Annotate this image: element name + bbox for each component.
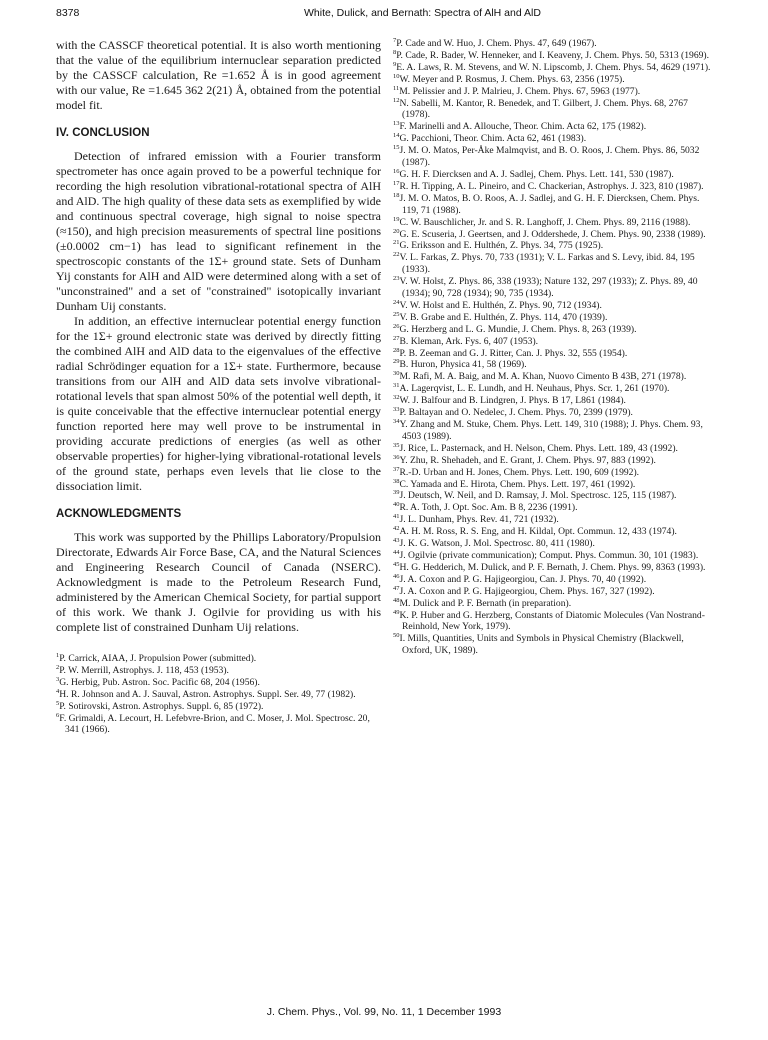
reference-number: 32 xyxy=(393,394,400,401)
reference-number: 26 xyxy=(393,322,400,330)
reference-number: 48 xyxy=(393,596,400,604)
reference-text: J. K. G. Watson, J. Mol. Spectrosc. 80, 411 (1980). xyxy=(399,538,595,550)
reference-text: P. Sotirovski, Astron. Astrophys. Suppl. 6, 85 (1972). xyxy=(59,700,264,712)
reference-text: J. Ogilvie (private communication); Comput. Phys. Commun. 30, 101 (1983). xyxy=(399,549,699,561)
reference-text: J. A. Coxon and P. G. Hajigeorgiou, Can. J. Phys. 70, 40 (1992). xyxy=(399,573,647,585)
reference-number: 43 xyxy=(393,536,400,544)
reference-item xyxy=(393,74,713,86)
reference-text: Y. Zhang and M. Stuke, Chem. Phys. Lett. 149, 310 (1988); J. Phys. Chem. 93, 4503 (1989). xyxy=(399,419,703,442)
reference-item xyxy=(393,598,713,610)
reference-text: V. W. Holst and E. Hulthén, Z. Phys. 90, 712 (1934). xyxy=(399,299,602,311)
reference-text: M. Rafi, M. A. Baig, and M. A. Khan, Nuovo Cimento B 43B, 271 (1978). xyxy=(399,371,687,383)
reference-text: G. Eriksson and E. Hulthén, Z. Phys. 34, 775 (1925). xyxy=(399,240,604,252)
reference-number: 16 xyxy=(393,167,400,175)
reference-item xyxy=(393,229,713,241)
reference-item xyxy=(393,98,713,122)
reference-number: 29 xyxy=(393,358,400,366)
conclusion-paragraph-1: Detection of infrared emission with a Fourier transform spectrometer has once again proved to be a powerful technique for recording the high resolution vibrational-rotational spectra of AlH and AlD. The high quality of these data sets as exemplified by wide and continuous spectral coverage, high signal to noise spectra (≈150), and high precision measurements of spectral line positions (±0.0002 cm−1) has lead to significant refinement in the spectroscopic constants of the 1Σ+ ground state. Sets of Dunham Yij constants for AlH and AlD were determined along with a set of "unconstrained" and a set of "constrained" isotopically invariant Dunham Uij constants. xyxy=(56,149,381,313)
reference-text: A. Lagerqvist, L. E. Lundh, and H. Neuhaus, Phys. Scr. 1, 261 (1970). xyxy=(399,383,670,395)
reference-text: V. L. Farkas, Z. Phys. 70, 733 (1931); V. L. Farkas and S. Levy, ibid. 84, 195 (1933). xyxy=(399,252,695,276)
right-column xyxy=(393,38,713,657)
reference-text: G. E. Scuseria, J. Geertsen, and J. Oddershede, J. Chem. Phys. 90, 2338 (1989). xyxy=(399,228,706,240)
reference-text: J. Deutsch, W. Neil, and D. Ramsay, J. Mol. Spectrosc. 125, 115 (1987). xyxy=(399,490,677,502)
reference-item xyxy=(56,701,381,713)
reference-item xyxy=(393,312,713,324)
reference-number: 22 xyxy=(393,251,400,259)
reference-text: F. Grimaldi, A. Lecourt, H. Lefebvre-Brion, and C. Moser, J. Mol. Spectrosc. 20, 341 (1966). xyxy=(59,712,370,736)
reference-text: C. Yamada and E. Hirota, Chem. Phys. Lett. 197, 461 (1992). xyxy=(399,478,636,490)
reference-number: 18 xyxy=(393,191,400,199)
reference-item xyxy=(393,514,713,526)
reference-text: W. Meyer and P. Rosmus, J. Chem. Phys. 63, 2356 (1975). xyxy=(399,73,625,85)
reference-item xyxy=(393,145,713,169)
conclusion-paragraph-2: In addition, an effective internuclear potential energy function for the 1Σ+ ground electronic state was derived by directly fitting the combined AlH and AlD data to the eigenvalues of the effective radial Schrödinger equation for a 1Σ+ state. Furthermore, because transitions from our AlH and AlD data sets involve vibrational-rotational levels that span almost 50% of the potential well depth, it is quite conceivable that the effective internuclear potential energy function reported here may well prove to be instrumental in providing accurate predictions of energies (as well as other observable properties) for higher-lying vibrational-rotational levels of the ground state, perhaps even levels that lie close to the dissociation limit. xyxy=(56,314,381,493)
reference-item xyxy=(393,300,713,312)
reference-number: 28 xyxy=(393,346,400,354)
running-title: White, Dulick, and Bernath: Spectra of AlH and AlD xyxy=(304,7,541,19)
reference-text: P. Cade and W. Huo, J. Chem. Phys. 47, 649 (1967). xyxy=(396,38,597,49)
reference-item xyxy=(393,336,713,348)
reference-number: 17 xyxy=(393,179,400,187)
reference-item xyxy=(393,193,713,217)
reference-item xyxy=(393,407,713,419)
reference-text: B. Huron, Physica 41, 58 (1969). xyxy=(399,359,527,371)
reference-number: 37 xyxy=(393,465,400,473)
reference-item xyxy=(393,371,713,383)
reference-number: 25 xyxy=(393,310,400,318)
reference-text: G. Pacchioni, Theor. Chim. Acta 62, 461 (1983). xyxy=(399,133,587,145)
reference-text: C. W. Bauschlicher, Jr. and S. R. Langhoff, J. Chem. Phys. 89, 2116 (1988). xyxy=(399,216,691,228)
reference-text: J. L. Dunham, Phys. Rev. 41, 721 (1932). xyxy=(399,514,559,526)
reference-text: P. Carrick, AIAA, J. Propulsion Power (submitted). xyxy=(59,653,257,664)
reference-number: 11 xyxy=(393,84,400,92)
reference-item xyxy=(56,653,381,665)
reference-text: V. W. Holst, Z. Phys. 86, 338 (1933); Nature 132, 297 (1933); Z. Phys. 89, 40 (1934); 90, 728 (1934); 90, 735 (1934). xyxy=(399,276,698,300)
reference-number: 39 xyxy=(393,489,400,497)
reference-item xyxy=(393,252,713,276)
reference-item xyxy=(393,550,713,562)
reference-text: W. J. Balfour and B. Lindgren, J. Phys. B 17, L861 (1984). xyxy=(399,395,626,407)
reference-number: 3 xyxy=(56,675,60,683)
reference-number: 31 xyxy=(393,382,400,390)
reference-number: 27 xyxy=(393,334,400,342)
reference-text: K. P. Huber and G. Herzberg, Constants of Diatomic Molecules (Van Nostrand-Reinhold, New York, 1979). xyxy=(399,609,705,633)
reference-text: J. M. O. Matos, B. O. Roos, A. J. Sadlej, and G. H. F. Diercksen, Chem. Phys. 119, 71 (1988). xyxy=(399,192,700,216)
reference-text: F. Marinelli and A. Allouche, Theor. Chim. Acta 62, 175 (1982). xyxy=(399,121,647,133)
reference-text: J. Rice, L. Pasternack, and H. Nelson, Chem. Phys. Lett. 189, 43 (1992). xyxy=(399,442,678,454)
reference-number: 24 xyxy=(393,298,400,306)
reference-text: A. H. M. Ross, R. S. Eng, and H. Kildal, Opt. Commun. 12, 433 (1974). xyxy=(399,526,677,538)
continued-paragraph: with the CASSCF theoretical potential. It is also worth mentioning that the value of the equilibrium internuclear separation predicted by the CASSCF calculation, Re =1.652 Å is in good agreement with our value, Re =1.645 362 2(21) Å, obtained from the potential model fit. xyxy=(56,38,381,112)
reference-number: 38 xyxy=(393,477,400,485)
reference-item xyxy=(393,324,713,336)
reference-number: 47 xyxy=(393,584,400,592)
reference-item xyxy=(393,443,713,455)
reference-text: H. G. Hedderich, M. Dulick, and P. F. Bernath, J. Chem. Phys. 99, 8363 (1993). xyxy=(399,561,706,573)
reference-number: 35 xyxy=(393,441,400,449)
reference-item xyxy=(393,562,713,574)
reference-item xyxy=(393,455,713,467)
left-column xyxy=(56,38,381,736)
reference-text: N. Sabelli, M. Kantor, R. Benedek, and T. Gilbert, J. Chem. Phys. 68, 2767 (1978). xyxy=(399,97,688,121)
reference-number: 8 xyxy=(393,48,397,56)
reference-item xyxy=(393,490,713,502)
reference-item xyxy=(393,538,713,550)
reference-item xyxy=(393,276,713,300)
reference-number: 20 xyxy=(393,227,400,235)
reference-text: P. Cade, R. Bader, W. Henneker, and I. Keaveny, J. Chem. Phys. 50, 5313 (1969). xyxy=(396,49,710,61)
reference-number: 40 xyxy=(393,501,400,509)
journal-footer: J. Chem. Phys., Vol. 99, No. 11, 1 December 1993 xyxy=(266,1006,502,1018)
reference-number: 4 xyxy=(56,687,60,695)
reference-item xyxy=(393,574,713,586)
reference-item xyxy=(393,586,713,598)
reference-text: P. W. Merrill, Astrophys. J. 118, 453 (1953). xyxy=(59,664,229,676)
reference-item xyxy=(393,181,713,193)
reference-number: 14 xyxy=(393,132,400,140)
reference-number: 36 xyxy=(393,453,400,461)
reference-item xyxy=(393,50,713,62)
reference-item xyxy=(393,38,713,50)
reference-number: 21 xyxy=(393,239,400,247)
conclusion-heading: IV. CONCLUSION xyxy=(56,127,150,139)
reference-item xyxy=(393,62,713,74)
page-number: 8378 xyxy=(56,7,80,19)
reference-item xyxy=(393,479,713,491)
reference-item xyxy=(393,502,713,514)
reference-item xyxy=(393,348,713,360)
reference-number: 9 xyxy=(393,60,397,68)
reference-text: J. M. O. Matos, Per-Åke Malmqvist, and B. O. Roos, J. Chem. Phys. 86, 5032 (1987). xyxy=(399,145,700,169)
reference-text: E. A. Laws, R. M. Stevens, and W. N. Lipscomb, J. Chem. Phys. 54, 4629 (1971). xyxy=(396,61,711,73)
reference-item xyxy=(393,133,713,145)
reference-number: 10 xyxy=(393,72,400,80)
reference-text: I. Mills, Quantities, Units and Symbols in Physical Chemistry (Blackwell, Oxford, UK, 1989). xyxy=(399,633,684,657)
reference-number: 46 xyxy=(393,572,400,580)
reference-text: Y. Zhu, R. Shehadeh, and E. Grant, J. Chem. Phys. 97, 883 (1992). xyxy=(399,454,656,466)
reference-item xyxy=(393,86,713,98)
reference-text: H. R. Johnson and A. J. Sauval, Astron. Astrophys. Suppl. Ser. 49, 77 (1982). xyxy=(59,688,356,700)
reference-number: 33 xyxy=(393,405,400,413)
reference-number: 19 xyxy=(393,215,400,223)
reference-item xyxy=(393,359,713,371)
reference-item xyxy=(56,713,381,737)
reference-number: 45 xyxy=(393,560,400,568)
reference-text: M. Dulick and P. F. Bernath (in preparation). xyxy=(399,597,572,609)
reference-number: 6 xyxy=(56,711,60,719)
reference-number: 7 xyxy=(393,36,397,44)
reference-text: G. Herzberg and L. G. Mundie, J. Chem. Phys. 8, 263 (1939). xyxy=(399,323,637,335)
running-header xyxy=(56,7,712,23)
reference-item xyxy=(393,169,713,181)
reference-number: 42 xyxy=(393,524,400,532)
reference-text: G. H. F. Diercksen and A. J. Sadlej, Chem. Phys. Lett. 141, 530 (1987). xyxy=(399,168,674,180)
reference-list-right xyxy=(393,38,713,657)
reference-item xyxy=(393,395,713,407)
reference-item xyxy=(393,610,713,634)
reference-item xyxy=(393,633,713,657)
reference-number: 49 xyxy=(393,608,400,616)
reference-item xyxy=(393,419,713,443)
reference-item xyxy=(56,689,381,701)
reference-text: R. H. Tipping, A. L. Pineiro, and C. Chackerian, Astrophys. J. 323, 810 (1987). xyxy=(399,180,704,192)
reference-item xyxy=(393,526,713,538)
reference-item xyxy=(393,217,713,229)
reference-number: 23 xyxy=(393,274,400,282)
reference-number: 44 xyxy=(393,548,400,556)
reference-number: 13 xyxy=(393,120,400,128)
reference-list-left xyxy=(56,653,381,736)
reference-text: P. Baltayan and O. Nedelec, J. Chem. Phys. 70, 2399 (1979). xyxy=(399,407,633,419)
reference-text: R. A. Toth, J. Opt. Soc. Am. B 8, 2236 (1991). xyxy=(399,502,578,514)
reference-text: V. B. Grabe and E. Hulthén, Z. Phys. 114, 470 (1939). xyxy=(399,311,608,323)
reference-item xyxy=(393,121,713,133)
reference-number: 12 xyxy=(393,96,400,104)
reference-item xyxy=(56,677,381,689)
reference-text: R.-D. Urban and H. Jones, Chem. Phys. Lett. 190, 609 (1992). xyxy=(399,466,640,478)
reference-item xyxy=(393,240,713,252)
reference-text: J. A. Coxon and P. G. Hajigeorgiou, Chem. Phys. 167, 327 (1992). xyxy=(399,585,655,597)
reference-number: 15 xyxy=(393,143,400,151)
reference-item xyxy=(393,467,713,479)
reference-number: 34 xyxy=(393,417,400,425)
reference-number: 1 xyxy=(56,651,60,659)
reference-text: M. Pelissier and J. P. Malrieu, J. Chem. Phys. 67, 5963 (1977). xyxy=(399,85,641,97)
reference-number: 2 xyxy=(56,663,60,671)
reference-item xyxy=(56,665,381,677)
reference-text: G. Herbig, Pub. Astron. Soc. Pacific 68, 204 (1956). xyxy=(59,676,260,688)
reference-number: 5 xyxy=(56,699,60,707)
acknowledgments-paragraph: This work was supported by the Phillips Laboratory/Propulsion Directorate, Edwards Air Force Base, CA, and the Natural Sciences and Engineering Research Council of Canada (NSERC). Acknowledgment is made to the Petroleum Research Fund, administered by the American Chemical Society, for partial support of this work. We thank J. Ogilvie for providing us with his complete list of constrained Dunham Uij relations. xyxy=(56,530,381,634)
reference-number: 41 xyxy=(393,513,400,521)
acknowledgments-heading: ACKNOWLEDGMENTS xyxy=(56,508,182,520)
reference-text: B. Kleman, Ark. Fys. 6, 407 (1953). xyxy=(399,335,539,347)
reference-text: P. B. Zeeman and G. J. Ritter, Can. J. Phys. 32, 555 (1954). xyxy=(399,347,628,359)
reference-number: 50 xyxy=(393,632,400,640)
reference-item xyxy=(393,383,713,395)
reference-number: 30 xyxy=(393,370,400,378)
